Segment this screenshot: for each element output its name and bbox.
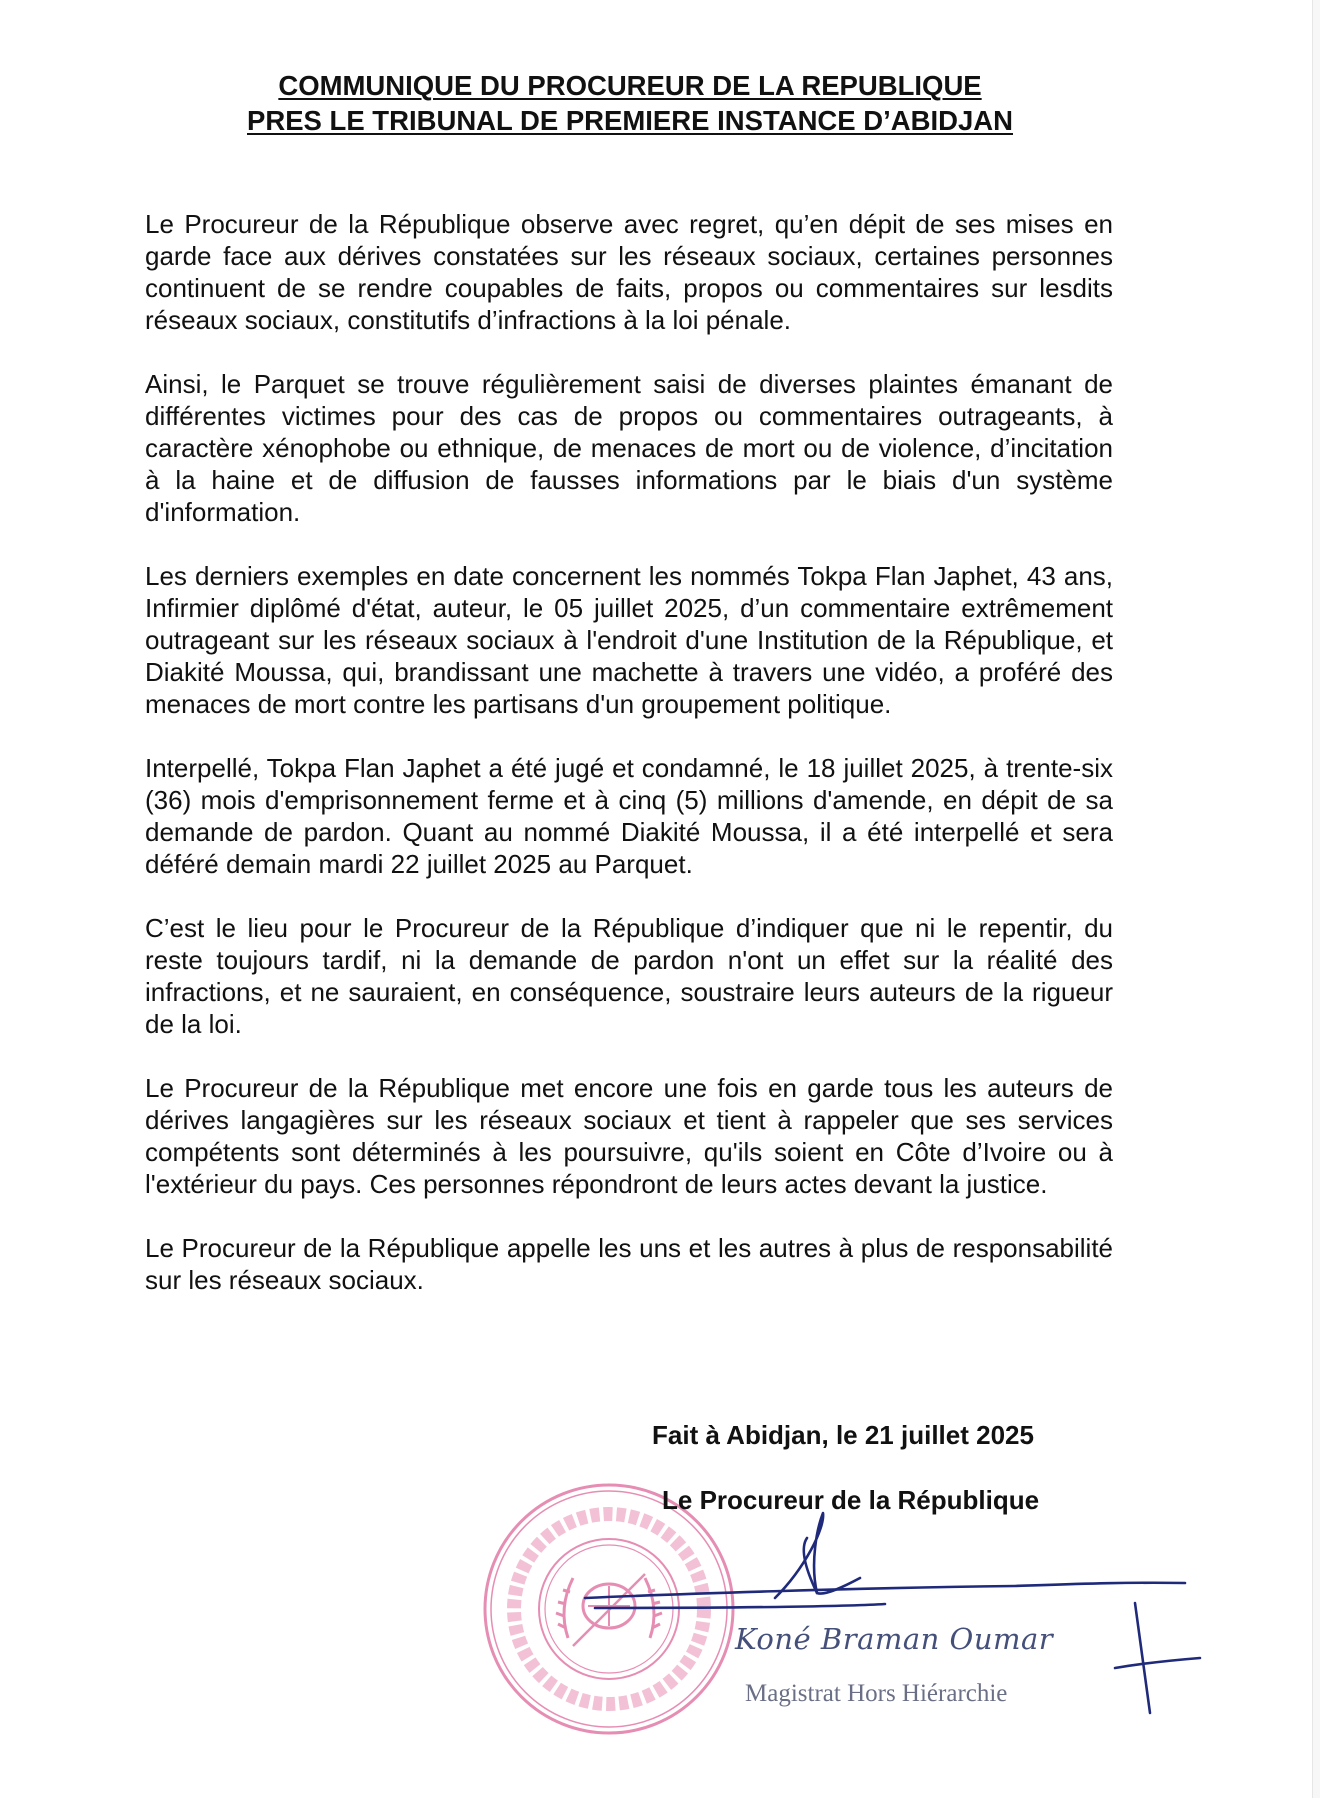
title-line-1: COMMUNIQUE DU PROCUREUR DE LA REPUBLIQUE	[278, 70, 982, 101]
paragraph-6: Le Procureur de la République met encore une fois en garde tous les auteurs de dérives langagières sur les réseaux sociaux et tient à rappeler que ses services compétents sont déterminés à les poursuivre, qu'ils soient en Côte d’Ivoire ou à l'extérieur du pays. Ces personnes répondront de leurs actes devant la justice.	[145, 1073, 1113, 1199]
paragraph-2: Ainsi, le Parquet se trouve régulièrement saisi de diverses plaintes émanant de différentes victimes pour des cas de propos ou commentaires outrageants, à caractère xénophobe ou ethnique, de menaces de mort ou de violence, d’incitation à la haine et de diffusion de fausses informations par le biais d'un système d'information.	[145, 369, 1113, 527]
paragraph-7: Le Procureur de la République appelle les uns et les autres à plus de responsabilité sur les réseaux sociaux.	[145, 1233, 1113, 1295]
place-date: Fait à Abidjan, le 21 juillet 2025	[652, 1420, 1034, 1450]
paragraph-1: Le Procureur de la République observe avec regret, qu’en dépit de ses mises en garde face aux dérives constatées sur les réseaux sociaux, certaines personnes continuent de se rendre coupables de faits, propos ou commentaires sur lesdits réseaux sociaux, constitutifs d’infractions à la loi pénale.	[145, 209, 1113, 335]
paragraph-3: Les derniers exemples en date concernent les nommés Tokpa Flan Japhet, 43 ans, Infirmier diplômé d'état, auteur, le 05 juillet 2025, d’un commentaire extrêmement outrageant sur les réseaux sociaux à l'endroit d'une Institution de la République, et Diakité Moussa, qui, brandissant une machette à travers une vidéo, a proféré des menaces de mort contre les partisans d'un groupement politique.	[145, 561, 1113, 719]
signatory-name: Koné Braman Oumar	[735, 1622, 1054, 1656]
paragraph-4: Interpellé, Tokpa Flan Japhet a été jugé et condamné, le 18 juillet 2025, à trente-six (36) mois d'emprisonnement ferme et à cinq (5) millions d'amende, en dépit de sa demande de pardon. Quant au nommé Diakité Moussa, il a été interpellé et sera déféré demain mardi 22 juillet 2025 au Parquet.	[145, 753, 1113, 879]
document-title	[0, 68, 1260, 138]
signatory-rank: Magistrat Hors Hiérarchie	[745, 1680, 1008, 1707]
document-body	[145, 208, 1113, 1328]
paragraph-5: C’est le lieu pour le Procureur de la République d’indiquer que ni le repentir, du reste toujours tardif, ni la demande de pardon n'ont un effet sur la réalité des infractions, et ne sauraient, en conséquence, soustraire leurs auteurs de la rigueur de la loi.	[145, 913, 1113, 1039]
signatory-title: Le Procureur de la République	[662, 1485, 1040, 1515]
title-line-2: PRES LE TRIBUNAL DE PREMIERE INSTANCE D’ABIDJAN	[247, 105, 1013, 136]
